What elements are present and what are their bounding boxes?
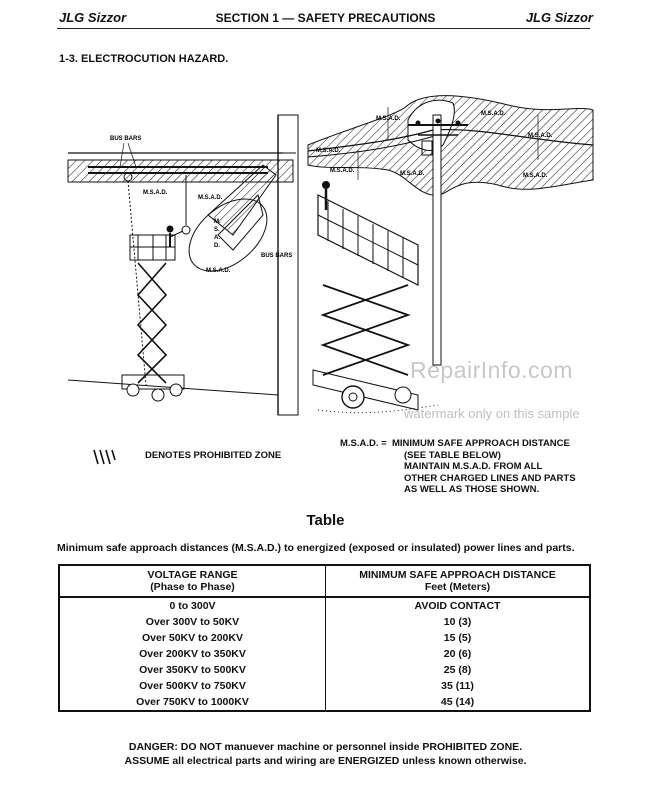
label-msad-pole-left: M.S.A.D. xyxy=(376,116,401,122)
column-header-distance xyxy=(326,565,591,597)
label-msad-line-left: M.S.A.D. xyxy=(316,148,341,154)
distance-cell: 45 (14) xyxy=(326,694,591,711)
distance-cell: 15 (5) xyxy=(326,630,591,646)
legend-msad xyxy=(340,438,576,496)
table-row xyxy=(59,630,590,646)
header-right: JLG Sizzor xyxy=(525,10,593,25)
label-msad-ceiling-2: M.S.A.D. xyxy=(198,195,223,201)
column-header-voltage xyxy=(59,565,326,597)
legend-msad-line: AS WELL AS THOSE SHOWN. xyxy=(404,484,540,495)
label-msad-line-left-2: M.S.A.D. xyxy=(330,168,355,174)
prohibited-zone-hatch-icon xyxy=(90,446,118,468)
table-row xyxy=(59,597,590,614)
distance-cell: 10 (3) xyxy=(326,614,591,630)
distance-cell: 35 (11) xyxy=(326,678,591,694)
distance-cell: 20 (6) xyxy=(326,646,591,662)
label-msad-vert-d: D. xyxy=(214,243,220,249)
legend-msad-line: MAINTAIN M.S.A.D. FROM ALL xyxy=(404,461,543,472)
legend-msad-line: MINIMUM SAFE APPROACH DISTANCE xyxy=(392,438,570,449)
table-row xyxy=(59,614,590,630)
header-rule xyxy=(57,28,590,29)
danger-line-1: DANGER: DO NOT manuever machine or personnel inside PROHIBITED ZONE. xyxy=(128,741,523,753)
label-msad-vert-a: A. xyxy=(214,235,220,241)
header-section-title: SECTION 1 — SAFETY PRECAUTIONS xyxy=(215,11,436,25)
voltage-cell: Over 350KV to 500KV xyxy=(139,664,246,676)
danger-line-2: ASSUME all electrical parts and wiring are ENERGIZED unless known otherwise. xyxy=(124,755,527,767)
danger-notice xyxy=(0,740,651,768)
voltage-cell: Over 500KV to 750KV xyxy=(139,680,246,692)
table-title: Table xyxy=(306,512,345,529)
msad-table xyxy=(58,564,591,712)
header-distance-line2: Feet (Meters) xyxy=(424,581,491,593)
label-msad-line-far: M.S.A.D. xyxy=(523,173,548,179)
label-msad-vert-m: M. xyxy=(214,219,221,225)
header-distance-line1: MINIMUM SAFE APPROACH DISTANCE xyxy=(359,569,556,581)
voltage-cell: Over 50KV to 200KV xyxy=(142,632,243,644)
header-voltage-line1: VOLTAGE RANGE xyxy=(147,569,238,581)
section-heading: 1-3. ELECTROCUTION HAZARD. xyxy=(59,53,229,65)
legend-msad-term: M.S.A.D. = xyxy=(340,438,387,449)
legend-prohibited-zone: DENOTES PROHIBITED ZONE xyxy=(145,450,282,461)
label-bus-bars-side: BUS BARS xyxy=(261,253,293,259)
voltage-cell: Over 200KV to 350KV xyxy=(139,648,246,660)
table-caption: Minimum safe approach distances (M.S.A.D.) to energized (exposed or insulated) power lines and parts. xyxy=(57,542,575,554)
indoor-scene xyxy=(66,115,301,415)
table-row xyxy=(59,662,590,678)
label-msad-line-right: M.S.A.D. xyxy=(528,133,553,139)
header-voltage-line2: (Phase to Phase) xyxy=(150,581,235,593)
table-row xyxy=(59,646,590,662)
label-bus-bars-top: BUS BARS xyxy=(110,136,142,142)
header-left: JLG Sizzor xyxy=(59,10,127,25)
table-row xyxy=(59,694,590,711)
voltage-cell: 0 to 300V xyxy=(169,600,216,612)
label-msad-ceiling: M.S.A.D. xyxy=(143,190,168,196)
watermark-subtext: watermark only on this sample xyxy=(404,406,580,421)
voltage-cell: Over 300V to 50KV xyxy=(145,616,240,628)
distance-cell: 25 (8) xyxy=(326,662,591,678)
table-row xyxy=(59,678,590,694)
legend-msad-line: (SEE TABLE BELOW) xyxy=(404,449,501,461)
voltage-cell: Over 750KV to 1000KV xyxy=(136,696,249,708)
label-msad-pole-mid: M.S.A.D. xyxy=(400,171,425,177)
distance-cell: AVOID CONTACT xyxy=(326,597,591,614)
table-header-row xyxy=(59,565,590,597)
label-msad-pole-right: M.S.A.D. xyxy=(481,111,506,117)
label-msad-duct: M.S.A.D. xyxy=(206,268,231,274)
watermark-text: RepairInfo.com xyxy=(410,357,573,383)
label-msad-vert-s: S. xyxy=(214,227,220,233)
legend-msad-line: OTHER CHARGED LINES AND PARTS xyxy=(404,472,576,484)
